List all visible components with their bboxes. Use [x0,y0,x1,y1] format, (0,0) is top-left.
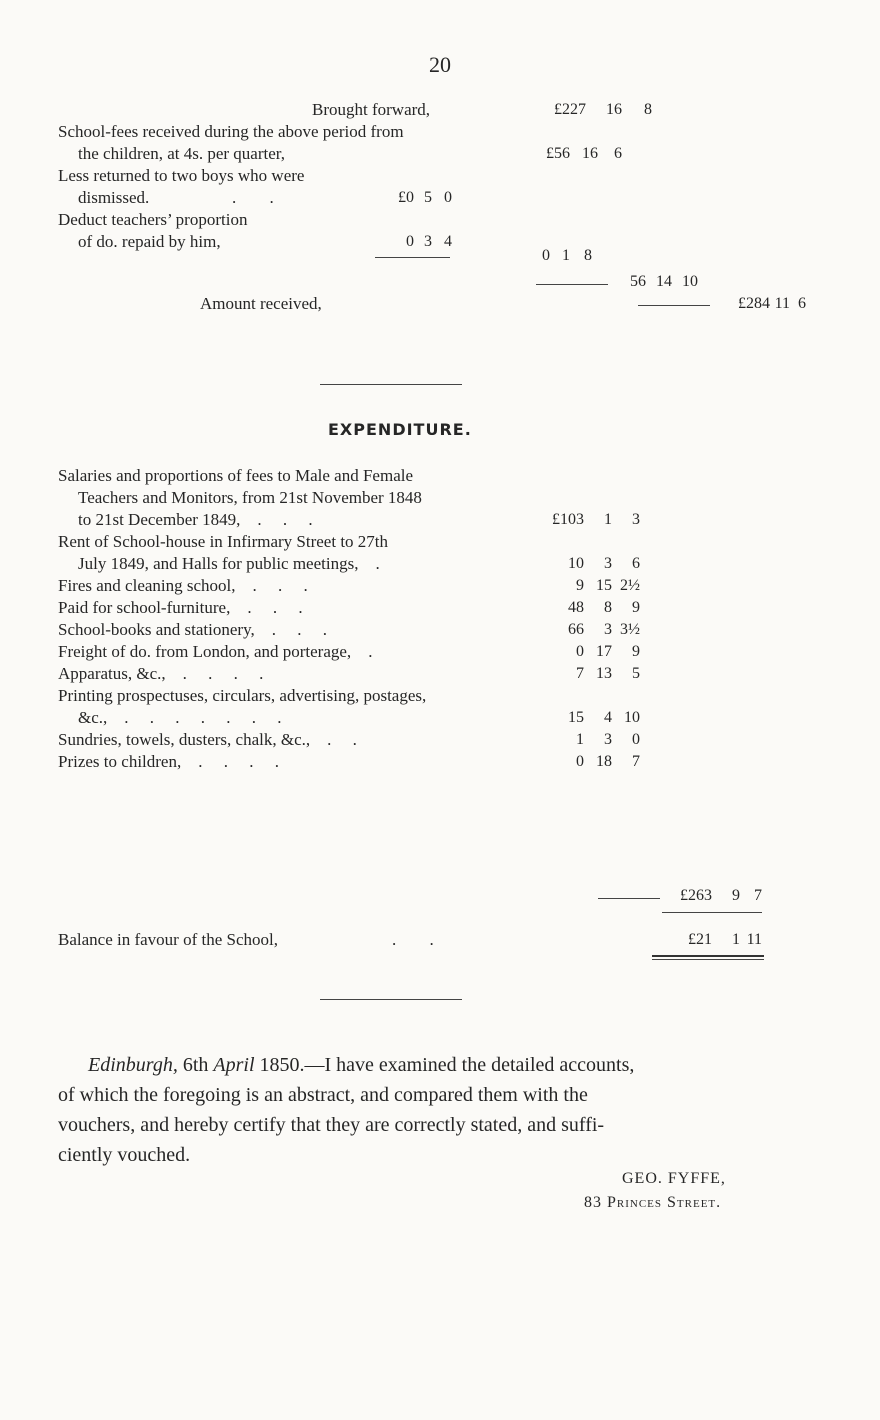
expenditure-item-text: School-books and stationery, . . . [58,620,327,639]
certification-text: of which the foregoing is an abstract, and compared them with the [58,1084,588,1106]
amount-pence: 5 [632,665,640,682]
expenditure-item-text: Sundries, towels, dusters, chalk, &c., . . [58,730,357,749]
amount-pounds: 1 [576,731,584,748]
amount-pounds: 56 [630,273,646,290]
expenditure-item-text: Printing prospectuses, circulars, advertising, postages, [58,686,427,705]
section-divider [320,384,462,385]
leader-dots: . . . . [165,664,264,683]
certification-date-num: 6th [182,1054,209,1076]
expenditure-item-text: Apparatus, &c., . . . . [58,664,264,683]
certification-text: vouchers, and hereby certify that they are correctly stated, and suffi- [58,1114,605,1136]
leader-dots: . . [392,930,436,949]
amount-pence: 8 [644,101,652,118]
sum-rule [598,898,660,899]
amount-pounds: 0 [542,247,550,264]
leader-dots: . [358,554,380,573]
amount-shillings: 11 [774,295,790,312]
amount-pounds: £56 [546,145,570,162]
amount-pounds: 9 [576,577,584,594]
leader-dots: . . . [230,598,303,617]
amount-pounds: 48 [568,599,584,616]
amount-pence: 7 [754,887,762,904]
amount-shillings: 18 [596,753,612,770]
expenditure-item-text: &c., . . . . . . . [78,708,282,727]
balance-label: Balance in favour of the School, [58,930,278,949]
sum-rule [536,284,608,285]
amount-pence: 6 [798,295,806,312]
amount-shillings: 14 [656,273,672,290]
amount-pence: 9 [632,599,640,616]
double-rule [652,955,764,957]
sum-rule [662,912,762,913]
expenditure-item-text: July 1849, and Halls for public meetings, . [78,554,380,573]
amount-pence: 3 [632,511,640,528]
amount-pounds: 15 [568,709,584,726]
amount-shillings: 1 [732,931,740,948]
amount-pounds: £284 [738,295,770,312]
amount-pounds: 66 [568,621,584,638]
amount-shillings: 17 [596,643,612,660]
expenditure-item-text: Prizes to children, . . . . [58,752,279,771]
school-fees-line: School-fees received during the above period from [58,122,404,141]
amount-shillings: 13 [596,665,612,682]
amount-pounds: £227 [554,101,586,118]
expenditure-item-text: Rent of School-house in Infirmary Street to 27th [58,532,389,551]
deduct-line: of do. repaid by him, [78,232,221,251]
leader-dots: . . [232,188,276,207]
amount-pence: 11 [746,931,762,948]
expenditure-item-text: Paid for school-furniture, . . . [58,598,303,617]
school-fees-line: the children, at 4s. per quarter, [78,144,286,163]
amount-shillings: 15 [596,577,612,594]
leader-dots: . [351,642,373,661]
deduct-line: Deduct teachers’ proportion [58,210,248,229]
less-returned-line: Less returned to two boys who were [58,166,305,185]
sum-rule [375,257,450,258]
certification-date-year: 1850. [259,1054,305,1076]
amount-shillings: 9 [732,887,740,904]
page-number: 20 [429,52,451,77]
address: 83 Princes Street. [584,1194,722,1211]
amount-shillings: 3 [604,731,612,748]
amount-pence: 6 [614,145,622,162]
amount-shillings: 3 [604,621,612,638]
certification-text: ciently vouched. [58,1144,191,1166]
amount-pence: 8 [584,247,592,264]
amount-pounds: 0 [576,753,584,770]
amount-pounds: 0 [576,643,584,660]
amount-pence: 10 [682,273,698,290]
amount-shillings: 5 [424,189,432,206]
amount-shillings: 3 [604,555,612,572]
leader-dots: . . . . [181,752,279,771]
amount-received-label: Amount received, [200,294,322,313]
amount-pounds: £0 [398,189,414,206]
amount-pounds: 7 [576,665,584,682]
section-divider [320,999,462,1000]
amount-pounds: £103 [552,511,584,528]
expenditure-item-text: to 21st December 1849, . . . [78,510,313,529]
amount-shillings: 4 [604,709,612,726]
leader-dots: . . [310,730,357,749]
amount-pence: 3½ [620,621,640,638]
amount-pence: 2½ [620,577,640,594]
amount-pounds: £263 [680,887,712,904]
certification-date-month: April [213,1054,255,1076]
amount-pounds: 0 [406,233,414,250]
amount-pounds: 10 [568,555,584,572]
certification-text: —I have examined the detailed accounts, [304,1054,635,1076]
brought-forward-label: Brought forward, [312,100,431,119]
certification-place: Edinburgh, [88,1054,178,1076]
amount-shillings: 16 [606,101,622,118]
signatory: GEO. FYFFE, [622,1170,726,1187]
less-returned-line: dismissed. [78,188,150,207]
amount-pence: 0 [632,731,640,748]
expenditure-item-text: Fires and cleaning school, . . . [58,576,308,595]
expenditure-item-text: Freight of do. from London, and porterage, . [58,642,373,661]
double-rule [652,959,764,960]
amount-pence: 7 [632,753,640,770]
amount-shillings: 1 [562,247,570,264]
expenditure-item-text: Salaries and proportions of fees to Male and Female [58,466,414,485]
sum-rule [638,305,710,306]
amount-shillings: 1 [604,511,612,528]
amount-pence: 6 [632,555,640,572]
leader-dots: . . . [254,620,327,639]
amount-shillings: 8 [604,599,612,616]
leader-dots: . . . [240,510,313,529]
amount-pence: 4 [444,233,452,250]
amount-pence: 10 [624,709,640,726]
amount-pence: 0 [444,189,452,206]
amount-shillings: 16 [582,145,598,162]
amount-pence: 9 [632,643,640,660]
expenditure-heading: EXPENDITURE. [328,420,472,439]
leader-dots: . . . . . . . [107,708,282,727]
expenditure-item-text: Teachers and Monitors, from 21st November 1848 [78,488,422,507]
leader-dots: . . . [235,576,308,595]
amount-shillings: 3 [424,233,432,250]
amount-pounds: £21 [688,931,712,948]
